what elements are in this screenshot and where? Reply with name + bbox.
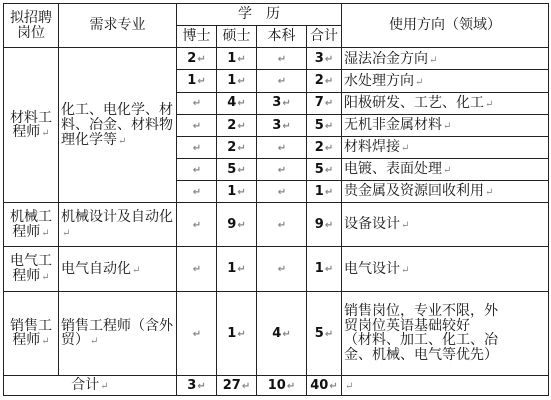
header-usage: 使用方向（领域） [342, 4, 549, 48]
cell-total: 5↵ [307, 159, 342, 181]
paragraph-mark-icon: ↵ [324, 328, 334, 340]
paragraph-mark-icon: ↵ [237, 164, 246, 176]
paragraph-mark-icon: ↵ [237, 187, 246, 198]
major-cell-sales: 销售工程师（含外贸）↵ [59, 292, 177, 376]
cell-usage: 无机非金属材料↵ [342, 114, 549, 136]
header-position: 拟招聘岗位 [4, 4, 59, 48]
paragraph-mark-icon: ↵ [282, 328, 291, 340]
paragraph-mark-icon: ↵ [324, 76, 334, 88]
paragraph-mark-icon: ↵ [286, 380, 296, 392]
cell-bachelor [257, 203, 307, 246]
cell-usage: 水处理方向↵ [342, 70, 549, 92]
paragraph-mark-icon: ↵ [132, 264, 141, 276]
cell-master: 4↵ [217, 92, 257, 114]
cell-usage: 设备设计↵ [342, 203, 549, 246]
paragraph-mark-icon: ↵ [277, 164, 287, 176]
total-phd: 3↵ [177, 375, 217, 395]
paragraph-mark-icon: ↵ [415, 76, 424, 88]
paragraph-mark-icon: ↵ [237, 54, 246, 66]
paragraph-mark-icon: ↵ [237, 76, 246, 88]
cell-total: 7↵ [307, 92, 342, 114]
cell-total: 9↵ [307, 203, 342, 246]
paragraph-mark-icon: ↵ [90, 336, 99, 348]
cell-bachelor: 3↵ [257, 114, 307, 136]
paragraph-mark-icon: ↵ [41, 128, 50, 140]
header-education: 学 历 [177, 4, 342, 26]
paragraph-mark-icon: ↵ [401, 143, 410, 155]
cell-usage: 电气设计↵ [342, 246, 549, 291]
table-row [4, 292, 549, 376]
paragraph-mark-icon: ↵ [100, 381, 109, 392]
recruitment-table [3, 3, 549, 396]
cell-master: 1↵ [217, 70, 257, 92]
cell-master: 5↵ [217, 159, 257, 181]
major-cell-mechanical: 机械设计及自动化↵ [59, 203, 177, 246]
paragraph-mark-icon: ↵ [192, 98, 202, 110]
paragraph-mark-icon: ↵ [324, 187, 334, 198]
paragraph-mark-icon: ↵ [41, 227, 50, 239]
cell-phd [177, 203, 217, 246]
paragraph-mark-icon: ↵ [324, 120, 334, 132]
paragraph-mark-icon: ↵ [324, 142, 334, 154]
paragraph-mark-icon: ↵ [277, 142, 287, 154]
paragraph-mark-icon: ↵ [237, 120, 246, 132]
cell-total: 3↵ [307, 48, 342, 70]
paragraph-mark-icon: ↵ [192, 328, 202, 340]
paragraph-mark-icon: ↵ [324, 164, 334, 176]
paragraph-mark-icon: ↵ [485, 98, 494, 110]
cell-master: 1↵ [217, 292, 257, 376]
paragraph-mark-icon: ↵ [192, 120, 202, 132]
cell-total: 2↵ [307, 70, 342, 92]
paragraph-mark-icon: ↵ [197, 76, 206, 88]
paragraph-mark-icon: ↵ [241, 380, 251, 392]
paragraph-mark-icon: ↵ [197, 54, 206, 66]
header-phd: 博士 [177, 26, 217, 48]
usage-line: 贸岗位英语基础较好 [344, 317, 470, 334]
cell-master: 9↵ [217, 203, 257, 246]
usage-line: 销售岗位，专业不限，外 [344, 303, 498, 320]
cell-phd: 2↵ [177, 48, 217, 70]
cell-usage: 阳极研发、工艺、化工↵ [342, 92, 549, 114]
paragraph-mark-icon: ↵ [192, 264, 202, 276]
position-cell-electrical: 电气工程师↵ [4, 246, 59, 291]
major-cell-materials: 化工、电化学、材料、冶金、材料物理化学等↵ [59, 48, 177, 203]
major-cell-electrical: 电气自动化↵ [59, 246, 177, 291]
paragraph-mark-icon: ↵ [443, 121, 452, 133]
header-master: 硕士 [217, 26, 257, 48]
paragraph-mark-icon: ↵ [324, 219, 334, 231]
cell-bachelor [257, 159, 307, 181]
paragraph-mark-icon: ↵ [429, 54, 438, 66]
paragraph-mark-icon: ↵ [401, 220, 410, 232]
cell-bachelor: 3↵ [257, 92, 307, 114]
paragraph-mark-icon: ↵ [277, 76, 287, 88]
cell-bachelor [257, 246, 307, 291]
paragraph-mark-icon: ↵ [324, 54, 334, 66]
position-cell-sales: 销售工程师↵ [4, 292, 59, 376]
paragraph-mark-icon: ↵ [443, 165, 452, 177]
paragraph-mark-icon: ↵ [277, 187, 287, 198]
cell-phd [177, 92, 217, 114]
header-major: 需求专业 [59, 4, 177, 48]
cell-usage-sales [342, 292, 549, 376]
cell-phd [177, 136, 217, 158]
header-row-1 [4, 4, 549, 26]
paragraph-mark-icon: ↵ [41, 336, 50, 348]
cell-usage: 电镀、表面处理↵ [342, 159, 549, 181]
cell-master: 1↵ [217, 181, 257, 203]
paragraph-mark-icon: ↵ [277, 264, 287, 276]
cell-usage: 材料焊接↵ [342, 136, 549, 158]
cell-usage: 贵金属及资源回收利用↵ [342, 181, 549, 203]
total-bachelor: 10↵ [257, 375, 307, 395]
cell-total: 5↵ [307, 114, 342, 136]
cell-bachelor: 4↵ [257, 292, 307, 376]
total-total: 40↵ [307, 375, 342, 395]
paragraph-mark-icon: ↵ [345, 381, 354, 392]
table-row [4, 48, 549, 70]
cell-phd [177, 292, 217, 376]
cell-total: 5↵ [307, 292, 342, 376]
paragraph-mark-icon: ↵ [192, 219, 202, 231]
paragraph-mark-icon: ↵ [329, 380, 338, 392]
paragraph-mark-icon: ↵ [282, 120, 291, 132]
paragraph-mark-icon: ↵ [192, 142, 202, 154]
cell-phd [177, 246, 217, 291]
paragraph-mark-icon: ↵ [401, 264, 410, 276]
table-row [4, 246, 549, 291]
total-usage [342, 375, 549, 395]
table-row [4, 203, 549, 246]
cell-phd [177, 181, 217, 203]
header-total: 合计 [307, 26, 342, 48]
paragraph-mark-icon: ↵ [237, 98, 246, 110]
paragraph-mark-icon: ↵ [282, 98, 291, 110]
totals-label: 合计↵ [4, 375, 177, 395]
cell-phd [177, 159, 217, 181]
cell-total: 1↵ [307, 181, 342, 203]
paragraph-mark-icon: ↵ [277, 219, 287, 231]
cell-usage: 湿法冶金方向↵ [342, 48, 549, 70]
paragraph-mark-icon: ↵ [237, 328, 246, 340]
paragraph-mark-icon: ↵ [324, 264, 334, 276]
usage-line: （材料、加工、化工、冶 [344, 332, 498, 349]
header-bachelor: 本科 [257, 26, 307, 48]
paragraph-mark-icon: ↵ [237, 142, 246, 154]
cell-master: 2↵ [217, 114, 257, 136]
paragraph-mark-icon: ↵ [197, 380, 206, 392]
paragraph-mark-icon: ↵ [237, 219, 246, 231]
paragraph-mark-icon: ↵ [192, 164, 202, 176]
totals-row [4, 375, 549, 395]
paragraph-mark-icon: ↵ [62, 227, 71, 239]
cell-bachelor [257, 48, 307, 70]
position-cell-materials: 材料工程师↵ [4, 48, 59, 203]
total-master: 27↵ [217, 375, 257, 395]
cell-phd: 1↵ [177, 70, 217, 92]
cell-phd [177, 114, 217, 136]
paragraph-mark-icon: ↵ [485, 187, 494, 199]
paragraph-mark-icon: ↵ [192, 187, 202, 198]
paragraph-mark-icon: ↵ [277, 54, 287, 66]
cell-master: 1↵ [217, 246, 257, 291]
usage-line: 金、机械、电气等优先） [344, 347, 498, 364]
cell-bachelor [257, 70, 307, 92]
cell-master: 1↵ [217, 48, 257, 70]
paragraph-mark-icon: ↵ [118, 135, 127, 147]
paragraph-mark-icon: ↵ [41, 271, 50, 283]
cell-total: 1↵ [307, 246, 342, 291]
cell-master: 2↵ [217, 136, 257, 158]
cell-bachelor [257, 181, 307, 203]
paragraph-mark-icon: ↵ [324, 98, 334, 110]
cell-total: 2↵ [307, 136, 342, 158]
paragraph-mark-icon: ↵ [237, 264, 246, 276]
position-cell-mechanical: 机械工程师↵ [4, 203, 59, 246]
cell-bachelor [257, 136, 307, 158]
